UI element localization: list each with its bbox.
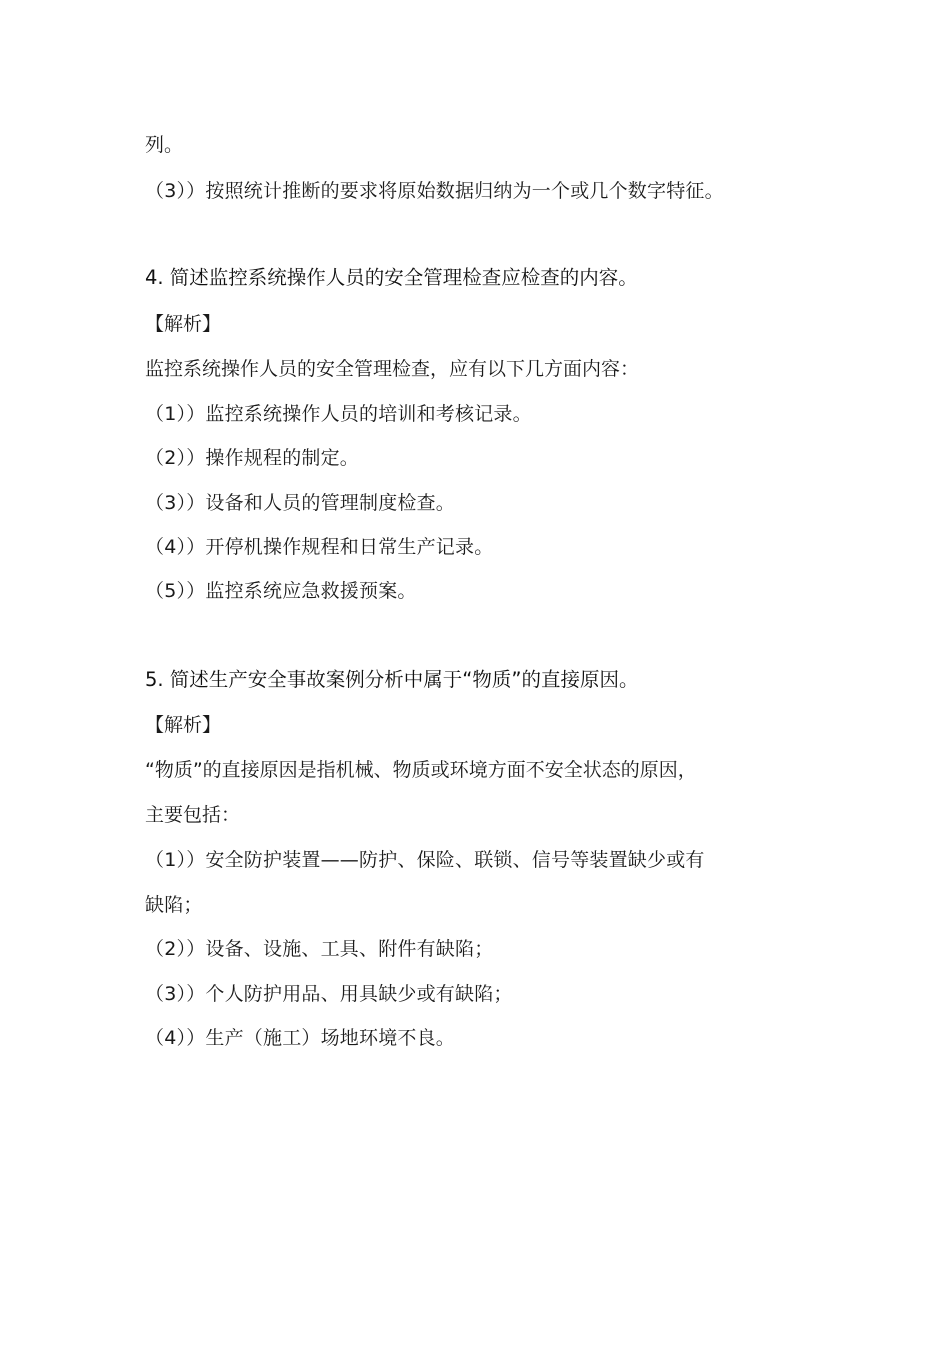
- list-item: （5））监控系统应急救援预案。: [145, 580, 417, 602]
- analysis-intro: “物质”的直接原因是指机械、物质或环境方面不安全状态的原因，: [145, 759, 697, 781]
- list-item: （3））按照统计推断的要求将原始数据归纳为一个或几个数字特征。: [145, 180, 724, 202]
- continuation-text: 列。: [145, 134, 184, 156]
- list-item-continued: 缺陷；: [145, 894, 203, 916]
- analysis-intro: 监控系统操作人员的安全管理检查，应有以下几方面内容：: [145, 358, 640, 380]
- list-item: （4））生产（施工）场地环境不良。: [145, 1027, 455, 1049]
- list-item: （4））开停机操作规程和日常生产记录。: [145, 536, 494, 558]
- question-4: 4. 简述监控系统操作人员的安全管理检查应检查的内容。: [145, 266, 638, 289]
- list-item: （3））设备和人员的管理制度检查。: [145, 492, 455, 514]
- analysis-intro-continued: 主要包括：: [145, 804, 241, 826]
- list-item: （3））个人防护用品、用具缺少或有缺陷；: [145, 983, 513, 1005]
- list-item: （1））安全防护装置——防护、保险、联锁、信号等装置缺少或有: [145, 849, 705, 871]
- list-item: （2））操作规程的制定。: [145, 447, 359, 469]
- list-item: （1））监控系统操作人员的培训和考核记录。: [145, 403, 532, 425]
- analysis-label: 【解析】: [145, 714, 222, 736]
- list-item: （2））设备、设施、工具、附件有缺陷；: [145, 938, 494, 960]
- question-5: 5. 简述生产安全事故案例分析中属于“物质”的直接原因。: [145, 668, 639, 691]
- analysis-label: 【解析】: [145, 313, 222, 335]
